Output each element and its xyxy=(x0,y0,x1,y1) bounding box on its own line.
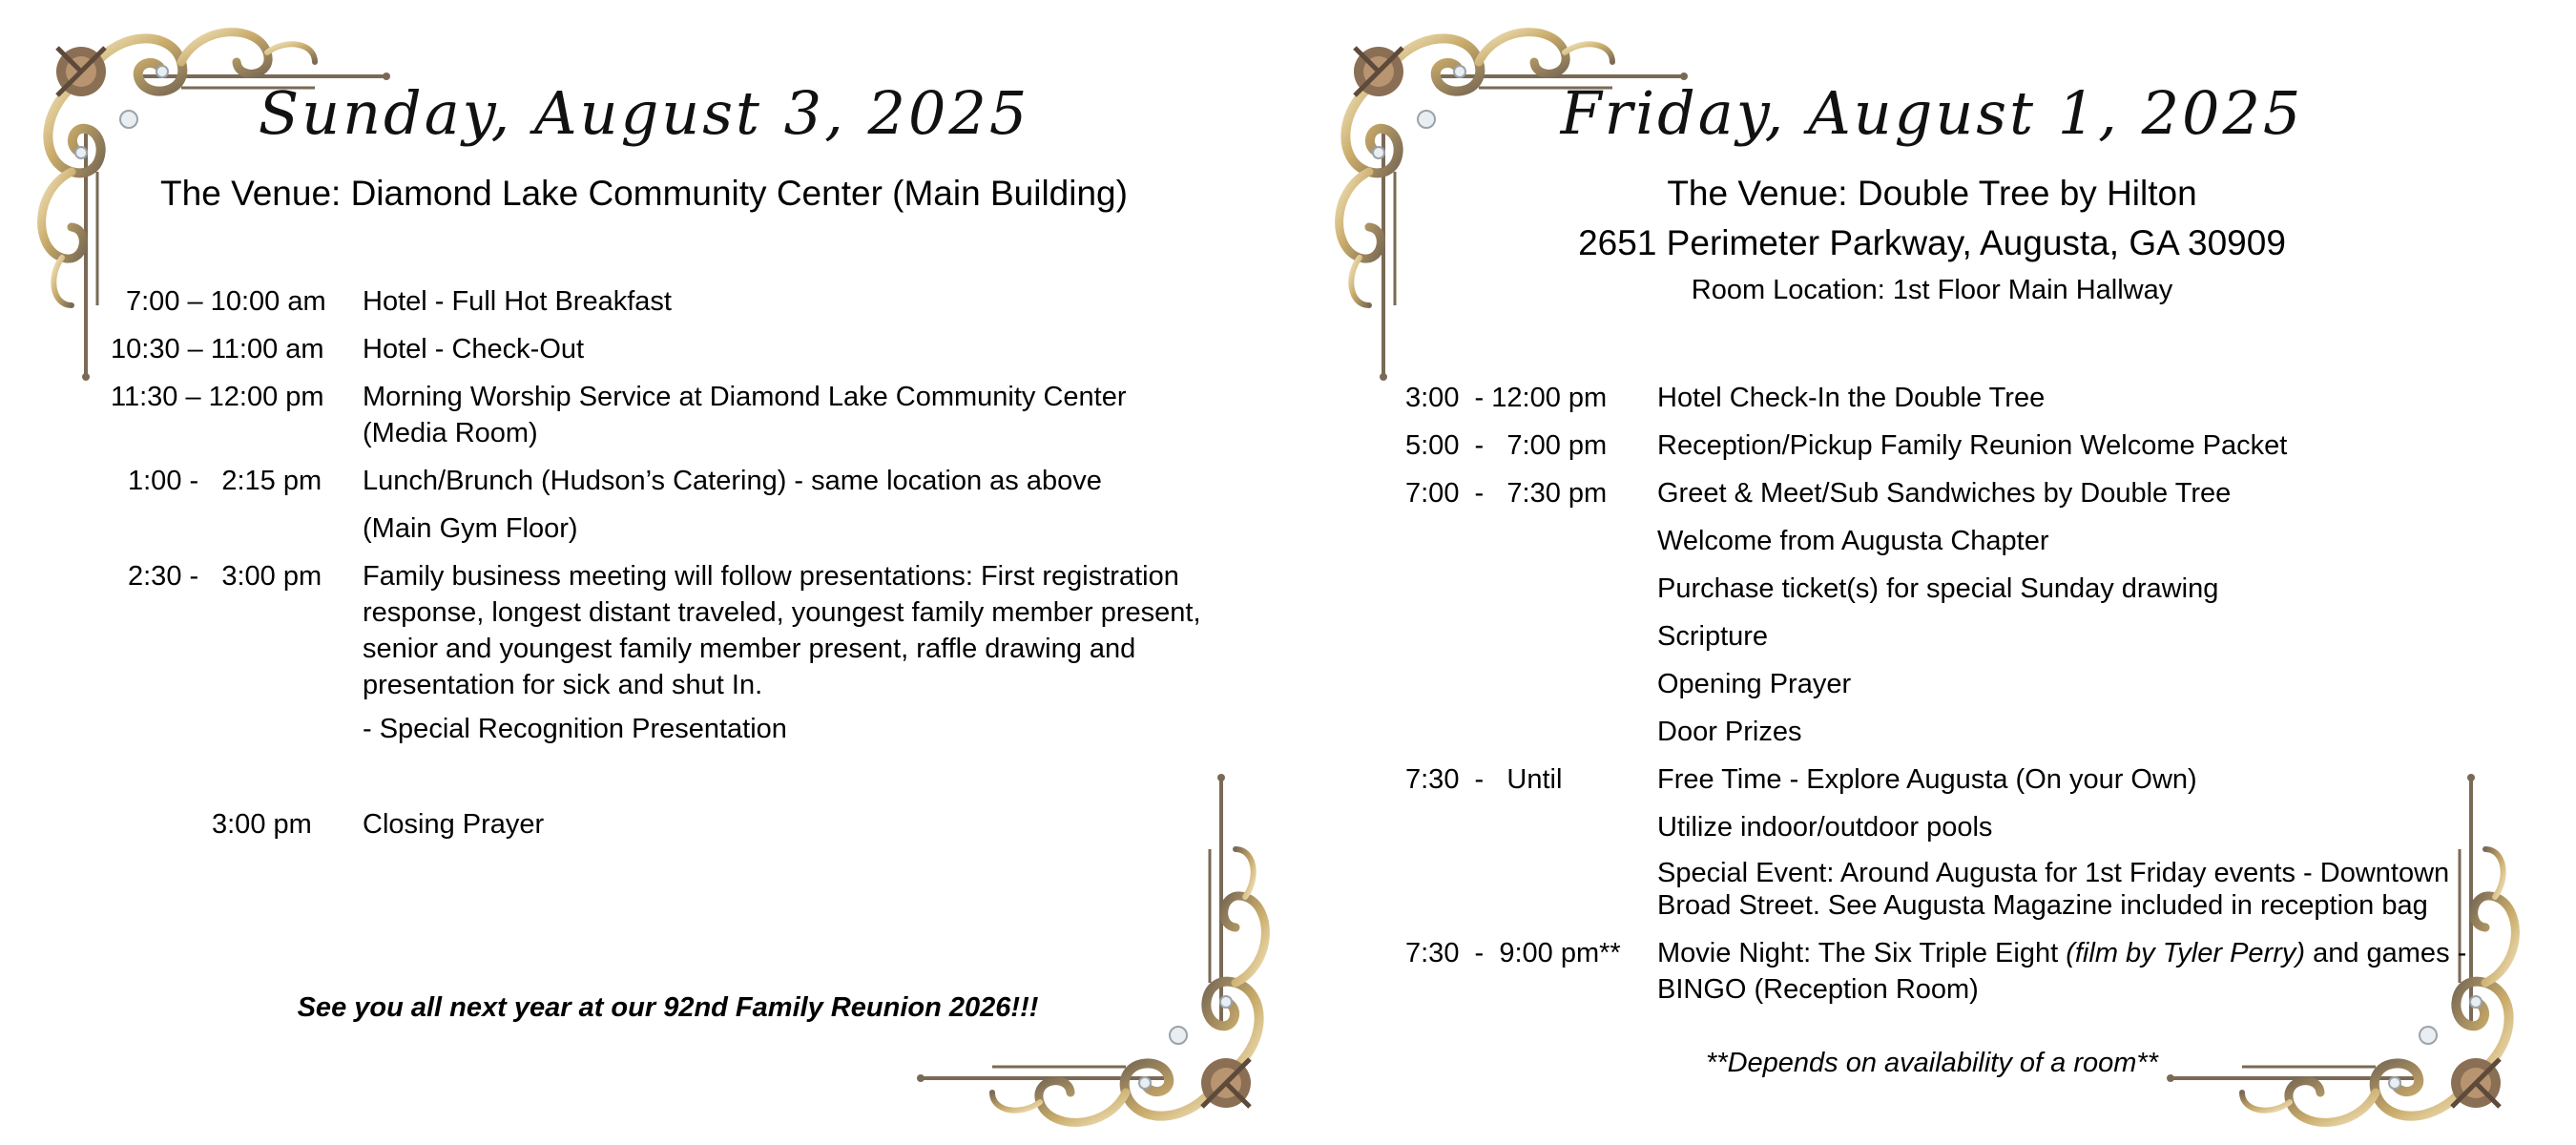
schedule-description: Family business meeting will follow presentations: First registration response, longest distant traveled, youngest family member present, senior and youngest family member present, raffle drawing and presentation for sick and shut In. xyxy=(363,561,1201,700)
schedule-description: Closing Prayer xyxy=(363,809,545,840)
schedule-description: Greet & Meet/Sub Sandwiches by Double Tree xyxy=(1657,478,2232,509)
schedule-description: Utilize indoor/outdoor pools xyxy=(1657,812,1993,843)
schedule-time: 5:00 - 7:00 pm xyxy=(1405,430,1608,461)
schedule-description: Reception/Pickup Family Reunion Welcome Packet xyxy=(1657,430,2288,461)
schedule-time: 7:00 - 7:30 pm xyxy=(1405,478,1608,509)
schedule-time: 3:00 - 12:00 pm xyxy=(1405,383,1608,413)
schedule-description: (Main Gym Floor) xyxy=(363,513,578,544)
schedule-description: Purchase ticket(s) for special Sunday drawing xyxy=(1657,573,2219,604)
venue-name: The Venue: Diamond Lake Community Center (Main Building) xyxy=(160,174,1128,213)
schedule-description: Special Event: Around Augusta for 1st Friday events - Downtown Broad Street. See Augusta Magazine included in reception bag xyxy=(1657,858,2450,921)
closing-message: See you all next year at our 92nd Family Reunion 2026!!! xyxy=(297,992,1039,1023)
schedule-time: 11:30 – 12:00 pm xyxy=(111,382,324,412)
schedule-time: 7:30 - 9:00 pm** xyxy=(1405,938,1621,968)
venue-name: The Venue: Double Tree by Hilton xyxy=(1667,174,2197,213)
availability-note: **Depends on availability of a room** xyxy=(1706,1048,2158,1078)
schedule-time: 1:00 - 2:15 pm xyxy=(128,466,322,496)
movie-night-text: Movie Night: The Six Triple Eight xyxy=(1657,938,2059,968)
movie-credit-text: (film by Tyler Perry) xyxy=(2066,938,2306,968)
schedule-time: 7:30 - Until xyxy=(1405,764,1563,795)
schedule-description: Free Time - Explore Augusta (On your Own) xyxy=(1657,764,2197,795)
schedule-description: Opening Prayer xyxy=(1657,669,1852,699)
page-title: Friday, August 1, 2025 xyxy=(1560,78,2304,148)
schedule-description: Lunch/Brunch (Hudson’s Catering) - same location as above xyxy=(363,466,1102,496)
schedule-time: 7:00 – 10:00 am xyxy=(126,286,326,317)
schedule-description: Hotel Check-In the Double Tree xyxy=(1657,383,2046,413)
schedule-time: 2:30 - 3:00 pm xyxy=(128,561,322,592)
schedule-description: Welcome from Augusta Chapter xyxy=(1657,526,2049,556)
room-location: Room Location: 1st Floor Main Hallway xyxy=(1691,275,2173,305)
schedule-description: Hotel - Check-Out xyxy=(363,334,585,364)
schedule-time: 3:00 pm xyxy=(212,809,312,840)
venue-address: 2651 Perimeter Parkway, Augusta, GA 30909 xyxy=(1578,223,2286,262)
schedule-description: Scripture xyxy=(1657,621,1769,652)
schedule-description: Morning Worship Service at Diamond Lake Community Center (Media Room) xyxy=(363,382,1127,448)
schedule-description: - Special Recognition Presentation xyxy=(363,714,787,744)
right-page xyxy=(1288,0,2576,1145)
movie-games-text: and games - BINGO (Reception Room) xyxy=(1657,938,2467,1005)
schedule-description: Hotel - Full Hot Breakfast xyxy=(363,286,672,317)
schedule-time: 10:30 – 11:00 am xyxy=(111,334,324,364)
page-title: Sunday, August 3, 2025 xyxy=(258,78,1030,148)
schedule-description xyxy=(1657,935,2478,1008)
schedule-description: Door Prizes xyxy=(1657,717,1802,747)
